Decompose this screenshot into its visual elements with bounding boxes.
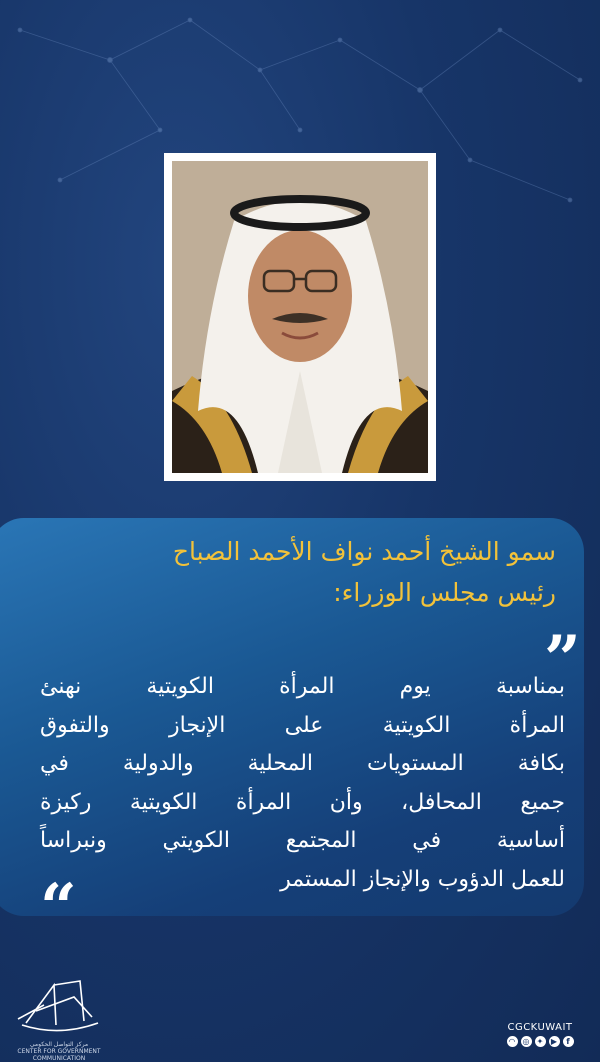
instagram-icon[interactable]: ◎ — [521, 1036, 532, 1047]
social-handle-block — [490, 1022, 590, 1047]
quote-line: جميع المحافل، وأن المرأة الكويتية ركيزة — [40, 789, 565, 815]
portrait-frame — [164, 153, 436, 481]
portrait-photo — [172, 161, 428, 473]
quote-line: بمناسبة يوم المرأة الكويتية نهنئ — [40, 674, 565, 699]
quote-line: أساسية في المجتمع الكويتي ونبراساً — [40, 828, 565, 853]
open-quote-icon: ” — [544, 622, 581, 697]
facebook-icon[interactable]: f — [563, 1036, 574, 1047]
quote-text — [40, 668, 565, 899]
cgc-logo — [14, 975, 104, 1062]
logo-english-caption: CENTER FOR GOVERNMENT COMMUNICATION — [17, 1048, 101, 1062]
logo-arabic-caption: مركز التواصل الحكومي — [29, 1041, 89, 1048]
twitter-icon[interactable]: ✦ — [535, 1036, 546, 1047]
close-quote-icon: “ — [40, 870, 77, 945]
quote-line: للعمل الدؤوب والإنجاز المستمر — [280, 866, 565, 892]
social-icons — [490, 1036, 590, 1047]
social-handle: CGCKUWAIT — [507, 1022, 573, 1033]
speaker-role: رئيس مجلس الوزراء: — [333, 578, 556, 607]
sail-boat-logo-icon — [14, 975, 104, 1041]
snapchat-icon[interactable]: ◠ — [507, 1036, 518, 1047]
quote-line: بكافة المستويات المحلية والدولية في — [40, 751, 565, 776]
quote-line: المرأة الكويتية على الإنجاز والتفوق — [40, 712, 565, 738]
speaker-name: سمو الشيخ أحمد نواف الأحمد الصباح — [172, 537, 556, 566]
youtube-icon[interactable]: ▶ — [549, 1036, 560, 1047]
